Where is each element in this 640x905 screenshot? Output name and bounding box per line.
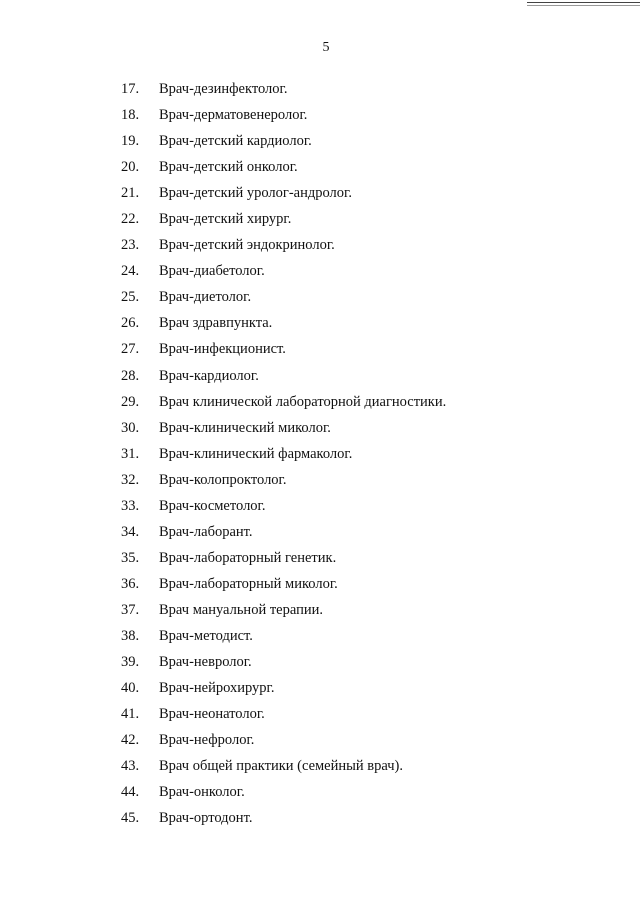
list-item	[0, 232, 640, 258]
top-edge-rule-secondary	[527, 5, 640, 6]
item-text: Врач клинической лабораторной диагностики.	[159, 393, 447, 410]
item-number: 23.	[121, 237, 140, 254]
item-number: 36.	[121, 575, 140, 592]
item-number: 32.	[121, 471, 140, 488]
item-number: 43.	[121, 758, 140, 775]
list-item	[0, 76, 640, 102]
list-item	[0, 102, 640, 128]
list-item	[0, 467, 640, 493]
item-number: 42.	[121, 732, 140, 749]
list-item	[0, 779, 640, 805]
list-item	[0, 128, 640, 154]
item-number: 33.	[121, 497, 140, 514]
item-number: 44.	[121, 784, 140, 801]
item-number: 25.	[121, 289, 140, 306]
item-number: 30.	[121, 419, 140, 436]
item-text: Врач-колопроктолог.	[159, 471, 287, 488]
item-number: 28.	[121, 367, 140, 384]
item-number: 39.	[121, 654, 140, 671]
list-item	[0, 389, 640, 415]
item-text: Врач-детский кардиолог.	[159, 133, 312, 150]
item-text: Врач-детский уролог-андролог.	[159, 185, 352, 202]
list-item	[0, 623, 640, 649]
list-item	[0, 753, 640, 779]
item-number: 37.	[121, 601, 140, 618]
item-number: 38.	[121, 627, 140, 644]
item-text: Врач-диетолог.	[159, 289, 252, 306]
item-text: Врач-детский хирург.	[159, 211, 292, 228]
item-text: Врач-кардиолог.	[159, 367, 259, 384]
item-text: Врач-клинический фармаколог.	[159, 445, 353, 462]
item-text: Врач-ортодонт.	[159, 810, 253, 827]
item-text: Врач-дезинфектолог.	[159, 81, 288, 97]
item-text: Врач здравпункта.	[159, 315, 273, 332]
item-text: Врач-нейрохирург.	[159, 680, 275, 697]
list-item	[0, 258, 640, 284]
list-item	[0, 597, 640, 623]
item-number: 27.	[121, 341, 140, 358]
list-item	[0, 519, 640, 545]
item-text: Врач мануальной терапии.	[159, 601, 324, 618]
item-text: Врач-детский онколог.	[159, 159, 298, 176]
item-number: 21.	[121, 185, 140, 202]
item-number: 26.	[121, 315, 140, 332]
list-item	[0, 675, 640, 701]
item-text: Врач общей практики (семейный врач).	[159, 758, 403, 775]
item-text: Врач-детский эндокринолог.	[159, 237, 335, 254]
item-number: 34.	[121, 523, 140, 540]
list-item	[0, 415, 640, 441]
item-number: 41.	[121, 706, 140, 723]
list-item	[0, 571, 640, 597]
item-text: Врач-неонатолог.	[159, 706, 265, 723]
item-number: 17.	[121, 81, 140, 97]
list-item	[0, 363, 640, 389]
item-number: 18.	[121, 107, 140, 124]
item-number: 35.	[121, 549, 140, 566]
item-text: Врач-невролог.	[159, 654, 252, 671]
item-text: Врач-лабораторный генетик.	[159, 549, 337, 566]
list-item	[0, 180, 640, 206]
page-number: 5	[322, 40, 330, 55]
item-number: 29.	[121, 393, 140, 410]
item-text: Врач-дерматовенеролог.	[159, 107, 308, 124]
item-text: Врач-диабетолог.	[159, 263, 265, 280]
list-item	[0, 805, 640, 831]
list-item	[0, 310, 640, 336]
item-number: 40.	[121, 680, 140, 697]
item-text: Врач-нефролог.	[159, 732, 255, 749]
specialty-list	[0, 76, 640, 831]
item-number: 20.	[121, 159, 140, 176]
list-item	[0, 154, 640, 180]
item-text: Врач-онколог.	[159, 784, 245, 801]
item-text: Врач-лабораторный миколог.	[159, 575, 338, 592]
list-item	[0, 284, 640, 310]
list-item	[0, 545, 640, 571]
list-item	[0, 649, 640, 675]
list-item	[0, 701, 640, 727]
item-number: 45.	[121, 810, 140, 827]
list-item	[0, 493, 640, 519]
item-number: 22.	[121, 211, 140, 228]
item-text: Врач-инфекционист.	[159, 341, 286, 358]
item-number: 31.	[121, 445, 140, 462]
item-text: Врач-косметолог.	[159, 497, 266, 514]
item-text: Врач-лаборант.	[159, 523, 253, 540]
item-number: 24.	[121, 263, 140, 280]
list-item	[0, 206, 640, 232]
top-edge-rule	[527, 2, 640, 3]
item-text: Врач-клинический миколог.	[159, 419, 331, 436]
list-item	[0, 441, 640, 467]
list-item	[0, 336, 640, 362]
item-text: Врач-методист.	[159, 627, 253, 644]
list-item	[0, 727, 640, 753]
item-number: 19.	[121, 133, 140, 150]
